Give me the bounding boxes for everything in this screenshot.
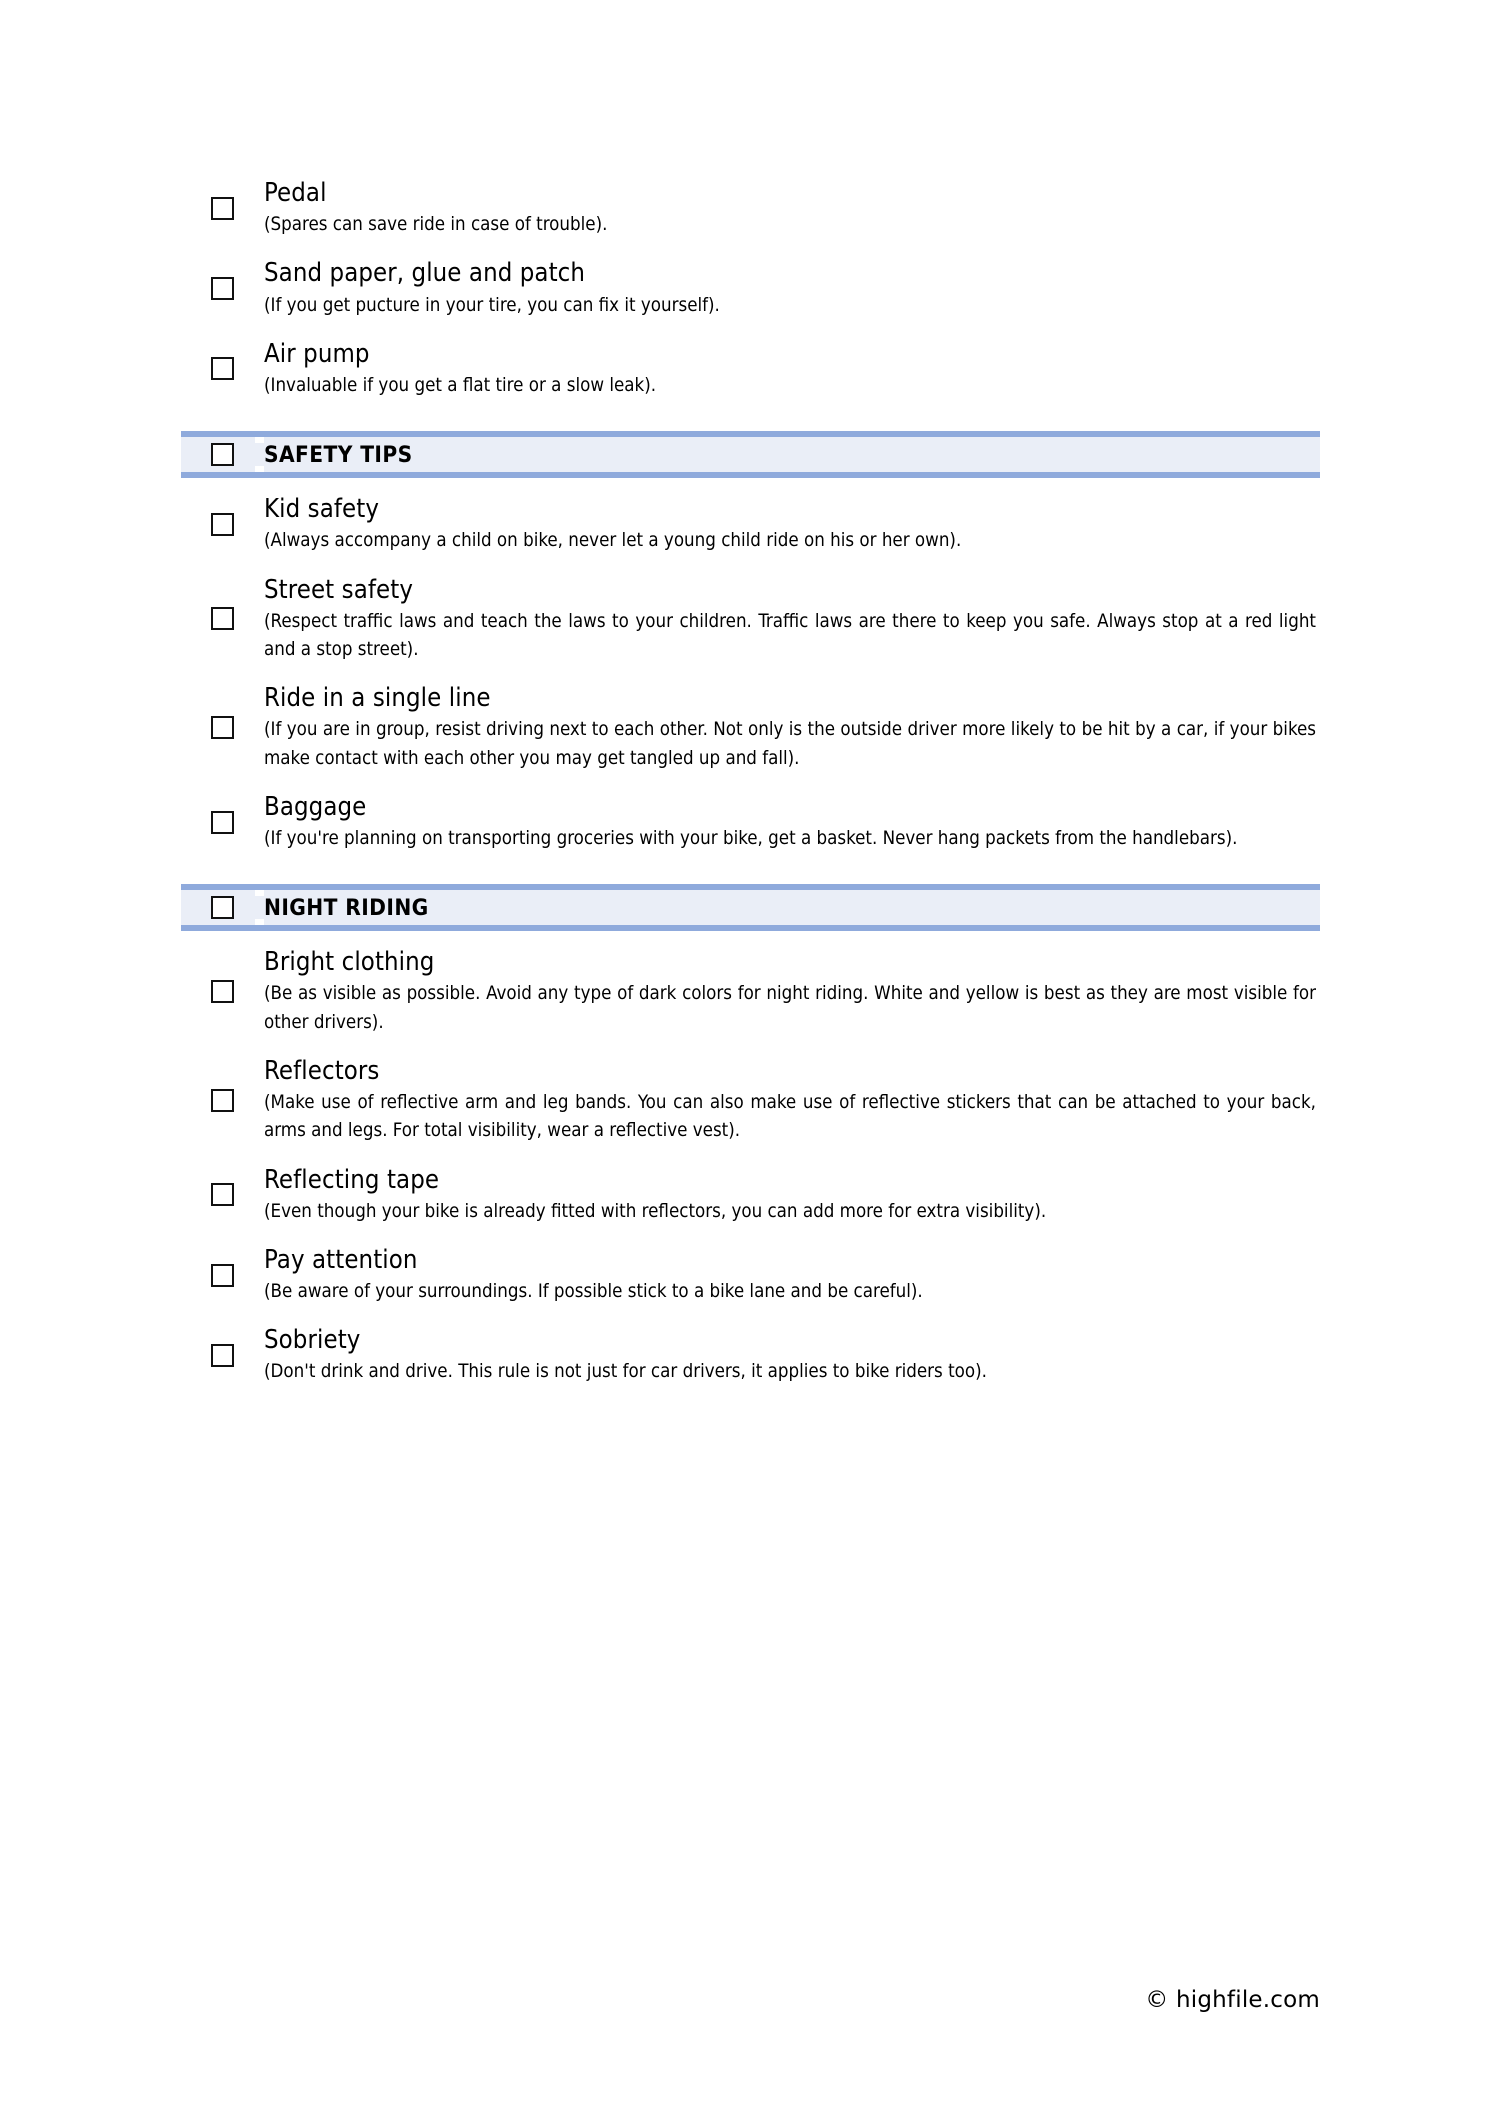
checkbox-icon[interactable] xyxy=(211,1089,234,1112)
checkbox-cell xyxy=(181,197,264,220)
checklist-item-text xyxy=(264,1244,1320,1306)
checklist-item-title: Baggage xyxy=(264,791,367,822)
section-header-night-riding[interactable] xyxy=(181,884,1320,931)
checklist-item-description: (If you get pucture in your tire, you can fix it yourself). xyxy=(264,294,720,316)
checklist-item-text xyxy=(264,946,1320,1037)
checklist-item[interactable] xyxy=(181,1315,1320,1395)
checklist-item[interactable] xyxy=(181,1046,1320,1155)
checkbox-cell xyxy=(181,1089,264,1112)
checklist-item-title: Ride in a single line xyxy=(264,683,491,714)
checklist-item-description: (Be as visible as possible. Avoid any type of dark colors for night riding. White and yellow is best as they are most visible for other drivers). xyxy=(264,983,1316,1033)
checkbox-icon[interactable] xyxy=(211,1264,234,1287)
checkbox-cell xyxy=(181,1183,264,1206)
checklist-item-title: Air pump xyxy=(264,338,370,369)
checklist-item-description: (Don't drink and drive. This rule is not just for car drivers, it applies to bike riders too). xyxy=(264,1361,987,1383)
checklist-item-text xyxy=(264,791,1320,853)
checklist-item-text xyxy=(264,257,1320,319)
checkbox-cell xyxy=(181,443,264,466)
checklist-item-title: Pay attention xyxy=(264,1244,418,1275)
checklist-item[interactable] xyxy=(181,168,1320,248)
checklist-item-text xyxy=(264,1055,1320,1146)
checklist-item-text xyxy=(264,682,1320,773)
checklist-item[interactable] xyxy=(181,565,1320,674)
checklist-item-text xyxy=(264,338,1320,400)
checklist-group-continued xyxy=(181,168,1320,409)
checklist-item-description: (If you're planning on transporting groceries with your bike, get a basket. Never hang packets from the handlebars). xyxy=(264,827,1238,849)
checklist-item-description: (Spares can save ride in case of trouble). xyxy=(264,214,608,236)
checklist-item-title: Reflecting tape xyxy=(264,1164,440,1195)
checkbox-icon[interactable] xyxy=(211,716,234,739)
checkbox-cell xyxy=(181,716,264,739)
checklist-item[interactable] xyxy=(181,1235,1320,1315)
checklist-item-title: Sobriety xyxy=(264,1325,361,1356)
checkbox-cell xyxy=(181,277,264,300)
checkbox-icon[interactable] xyxy=(211,197,234,220)
checklist-item-text xyxy=(264,574,1320,665)
checklist-item-description: (Make use of reflective arm and leg bands. You can also make use of reflective stickers that can be attached to your back, arms and legs. For total visibility, wear a reflective vest). xyxy=(264,1092,1316,1142)
checklist-item[interactable] xyxy=(181,1155,1320,1235)
checklist-group-night-riding xyxy=(181,884,1320,1395)
checklist-item-title: Kid safety xyxy=(264,494,380,525)
checklist-item-title: Street safety xyxy=(264,574,413,605)
footer-copyright: © highfile.com xyxy=(1145,1987,1320,2013)
section-title: SAFETY TIPS xyxy=(264,441,413,468)
checkbox-cell xyxy=(181,896,264,919)
checklist-item[interactable] xyxy=(181,248,1320,328)
checklist-item-description: (Be aware of your surroundings. If possible stick to a bike lane and be careful). xyxy=(264,1281,923,1303)
checklist-item-text xyxy=(264,1164,1320,1226)
checklist-item[interactable] xyxy=(181,782,1320,862)
section-header-safety-tips[interactable] xyxy=(181,431,1320,478)
section-title: NIGHT RIDING xyxy=(264,894,429,921)
checkbox-icon[interactable] xyxy=(211,513,234,536)
checkbox-icon[interactable] xyxy=(211,607,234,630)
checklist-item-description: (Even though your bike is already fitted with reflectors, you can add more for extra visibility). xyxy=(264,1200,1047,1222)
checklist-item-text xyxy=(264,1324,1320,1386)
checklist-item[interactable] xyxy=(181,329,1320,409)
checklist-item-text xyxy=(264,493,1320,555)
checkbox-cell xyxy=(181,607,264,630)
checkbox-icon[interactable] xyxy=(211,811,234,834)
checklist-item[interactable] xyxy=(181,484,1320,564)
checkbox-icon[interactable] xyxy=(211,980,234,1003)
checkbox-cell xyxy=(181,1264,264,1287)
section-header-text xyxy=(264,442,1320,468)
checkbox-icon[interactable] xyxy=(211,896,234,919)
checklist-item-description: (If you are in group, resist driving next to each other. Not only is the outside driver more likely to be hit by a car, if your bikes make contact with each other you may get tangled up and fall). xyxy=(264,719,1316,769)
checkbox-icon[interactable] xyxy=(211,1344,234,1367)
checklist-item-description: (Always accompany a child on bike, never let a young child ride on his or her own). xyxy=(264,530,962,552)
checkbox-icon[interactable] xyxy=(211,277,234,300)
checkbox-cell xyxy=(181,513,264,536)
page-footer xyxy=(181,1987,1320,2015)
checklist-item-description: (Invaluable if you get a flat tire or a slow leak). xyxy=(264,374,657,396)
checklist-group-safety-tips xyxy=(181,431,1320,862)
checklist-item-title: Pedal xyxy=(264,178,327,208)
checklist-item-title: Bright clothing xyxy=(264,947,435,978)
checklist-item-title: Reflectors xyxy=(264,1055,380,1086)
checkbox-cell xyxy=(181,811,264,834)
section-header-text xyxy=(264,895,1320,921)
checkbox-icon[interactable] xyxy=(211,357,234,380)
checklist-item-title: Sand paper, glue and patch xyxy=(264,258,586,289)
checkbox-cell xyxy=(181,357,264,380)
checklist-item-text xyxy=(264,177,1320,239)
checklist-item[interactable] xyxy=(181,937,1320,1046)
checklist-item[interactable] xyxy=(181,673,1320,782)
checklist-content xyxy=(181,168,1320,1396)
checkbox-cell xyxy=(181,1344,264,1367)
checkbox-icon[interactable] xyxy=(211,1183,234,1206)
checkbox-cell xyxy=(181,980,264,1003)
checkbox-icon[interactable] xyxy=(211,443,234,466)
checklist-item-description: (Respect traffic laws and teach the laws to your children. Traffic laws are there to keep you safe. Always stop at a red light and a stop street). xyxy=(264,610,1316,660)
